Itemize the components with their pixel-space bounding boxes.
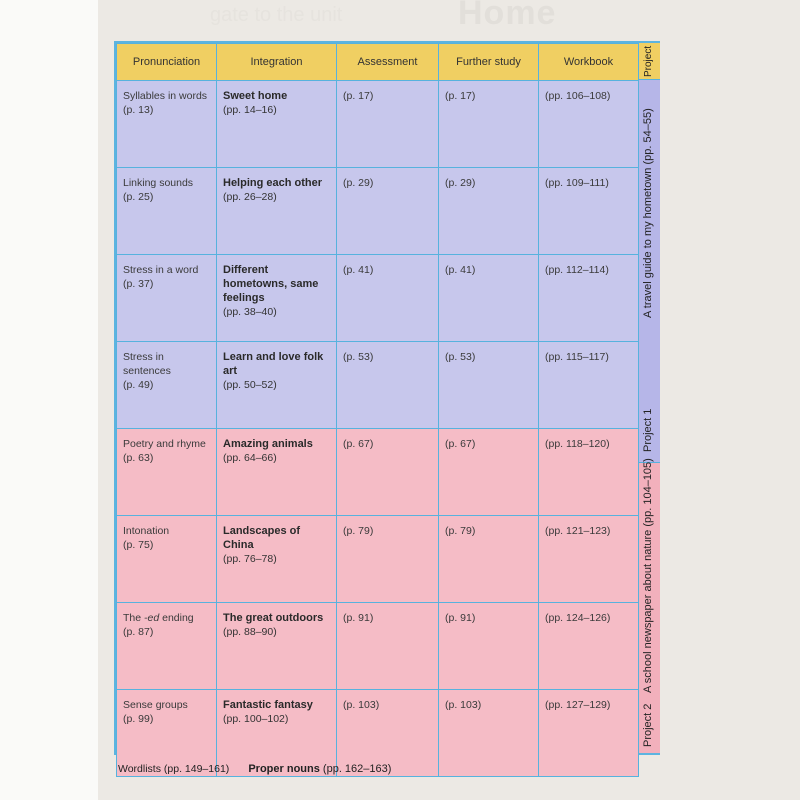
pronunciation-topic: Syllables in words	[123, 90, 208, 102]
assessment-cell	[337, 429, 439, 516]
further-study-page: (p. 17)	[445, 90, 476, 102]
integration-cell	[217, 255, 337, 342]
integration-pages: (pp. 88–90)	[223, 626, 277, 638]
further-study-cell	[439, 255, 539, 342]
header-assessment: Assessment	[337, 44, 439, 81]
pronunciation-cell	[117, 603, 217, 690]
further-study-cell	[439, 168, 539, 255]
ed-suffix: -ed	[144, 612, 160, 624]
integration-cell	[217, 81, 337, 168]
assessment-page: (p. 103)	[343, 699, 380, 711]
assessment-cell	[337, 516, 439, 603]
assessment-cell	[337, 342, 439, 429]
project-1-title: A travel guide to my hometown (pp. 54–55)	[642, 108, 654, 318]
pronunciation-topic: Stress in a word	[123, 264, 199, 276]
pronunciation-page: (p. 37)	[123, 278, 154, 290]
integration-cell	[217, 603, 337, 690]
assessment-page: (p. 17)	[343, 90, 374, 102]
further-study-page: (p. 29)	[445, 177, 476, 189]
project-2-band	[638, 458, 660, 753]
pronunciation-cell	[117, 255, 217, 342]
workbook-pages: (pp. 106–108)	[545, 90, 611, 102]
pronunciation-cell	[117, 342, 217, 429]
project-2-title: A school newspaper about nature (pp. 104–105)	[642, 458, 654, 693]
contents-table-frame	[114, 41, 660, 755]
workbook-cell	[539, 603, 639, 690]
integration-topic: Fantastic fantasy	[223, 699, 313, 711]
integration-topic: The great outdoors	[223, 612, 324, 624]
assessment-cell	[337, 603, 439, 690]
further-study-page: (p. 53)	[445, 351, 476, 363]
project-1-label: Project 1	[642, 408, 654, 452]
further-study-cell	[439, 690, 539, 777]
pronunciation-topic: Stress in sentences	[123, 351, 171, 377]
integration-topic: Helping each other	[223, 177, 323, 189]
header-project: Project	[643, 45, 654, 77]
assessment-page: (p. 79)	[343, 525, 374, 537]
page-margin	[0, 0, 98, 800]
integration-pages: (pp. 38–40)	[223, 306, 277, 318]
workbook-cell	[539, 690, 639, 777]
contents-table	[116, 43, 639, 777]
workbook-pages: (pp. 109–111)	[545, 177, 609, 189]
pronunciation-topic: Sense groups	[123, 699, 188, 711]
integration-pages: (pp. 26–28)	[223, 191, 277, 203]
workbook-cell	[539, 516, 639, 603]
header-workbook: Workbook	[539, 44, 639, 81]
further-study-cell	[439, 516, 539, 603]
workbook-pages: (pp. 118–120)	[545, 438, 610, 450]
assessment-page: (p. 91)	[343, 612, 374, 624]
further-study-page: (p. 67)	[445, 438, 476, 450]
footer-wordlists: Wordlists (pp. 149–161)	[118, 763, 230, 775]
footer	[118, 763, 391, 775]
assessment-cell	[337, 168, 439, 255]
table-row	[117, 603, 639, 690]
integration-pages: (pp. 14–16)	[223, 104, 277, 116]
further-study-cell	[439, 81, 539, 168]
integration-pages: (pp. 100–102)	[223, 713, 289, 725]
pronunciation-cell	[117, 429, 217, 516]
workbook-pages: (pp. 127–129)	[545, 699, 611, 711]
footer-proper-nouns: Proper nouns	[248, 763, 320, 775]
background-title-fragment: Home	[458, 0, 557, 32]
header-row	[117, 44, 639, 81]
integration-pages: (pp. 64–66)	[223, 452, 277, 464]
integration-topic: Sweet home	[223, 90, 288, 102]
pronunciation-cell	[117, 81, 217, 168]
pronunciation-page: (p. 63)	[123, 452, 154, 464]
pronunciation-page: (p. 99)	[123, 713, 154, 725]
pronunciation-page: (p. 13)	[123, 104, 154, 116]
project-2-label: Project 2	[642, 703, 654, 747]
integration-topic: Different hometowns, same feelings	[223, 264, 319, 304]
workbook-cell	[539, 168, 639, 255]
further-study-page: (p. 91)	[445, 612, 476, 624]
header-further-study: Further study	[439, 44, 539, 81]
workbook-pages: (pp. 124–126)	[545, 612, 611, 624]
workbook-pages: (pp. 112–114)	[545, 264, 609, 276]
pronunciation-topic: The -ed ending	[123, 612, 194, 624]
header-project-cell	[638, 43, 660, 80]
further-study-page: (p. 41)	[445, 264, 476, 276]
integration-pages: (pp. 50–52)	[223, 379, 277, 391]
assessment-page: (p. 41)	[343, 264, 374, 276]
workbook-pages: (pp. 121–123)	[545, 525, 611, 537]
table-row	[117, 255, 639, 342]
assessment-cell	[337, 255, 439, 342]
integration-cell	[217, 342, 337, 429]
integration-topic: Learn and love folk art	[223, 351, 324, 377]
pronunciation-page: (p. 75)	[123, 539, 154, 551]
further-study-cell	[439, 429, 539, 516]
workbook-pages: (pp. 115–117)	[545, 351, 609, 363]
project-1-band	[638, 80, 660, 462]
assessment-cell	[337, 81, 439, 168]
pronunciation-page: (p. 49)	[123, 379, 154, 391]
table-row	[117, 342, 639, 429]
integration-cell	[217, 168, 337, 255]
assessment-page: (p. 53)	[343, 351, 374, 363]
further-study-cell	[439, 603, 539, 690]
further-study-page: (p. 103)	[445, 699, 482, 711]
integration-cell	[217, 516, 337, 603]
further-study-page: (p. 79)	[445, 525, 476, 537]
table-row	[117, 168, 639, 255]
pronunciation-page: (p. 25)	[123, 191, 154, 203]
pronunciation-cell	[117, 516, 217, 603]
table-row	[117, 516, 639, 603]
pronunciation-topic: Poetry and rhyme	[123, 438, 206, 450]
table-row	[117, 429, 639, 516]
assessment-page: (p. 67)	[343, 438, 374, 450]
header-integration: Integration	[217, 44, 337, 81]
integration-topic: Landscapes of China	[223, 525, 301, 551]
further-study-cell	[439, 342, 539, 429]
footer-proper-nouns-pages: (pp. 162–163)	[322, 763, 392, 775]
workbook-cell	[539, 255, 639, 342]
integration-pages: (pp. 76–78)	[223, 553, 277, 565]
pronunciation-topic: Linking sounds	[123, 177, 194, 189]
header-pronunciation: Pronunciation	[117, 44, 217, 81]
workbook-cell	[539, 342, 639, 429]
workbook-cell	[539, 429, 639, 516]
pronunciation-topic: Intonation	[123, 525, 170, 537]
pronunciation-cell	[117, 168, 217, 255]
background-subtitle-fragment: gate to the unit	[210, 4, 343, 26]
integration-topic: Amazing animals	[223, 438, 313, 450]
assessment-page: (p. 29)	[343, 177, 374, 189]
table-row	[117, 81, 639, 168]
workbook-cell	[539, 81, 639, 168]
pronunciation-page: (p. 87)	[123, 626, 154, 638]
integration-cell	[217, 429, 337, 516]
